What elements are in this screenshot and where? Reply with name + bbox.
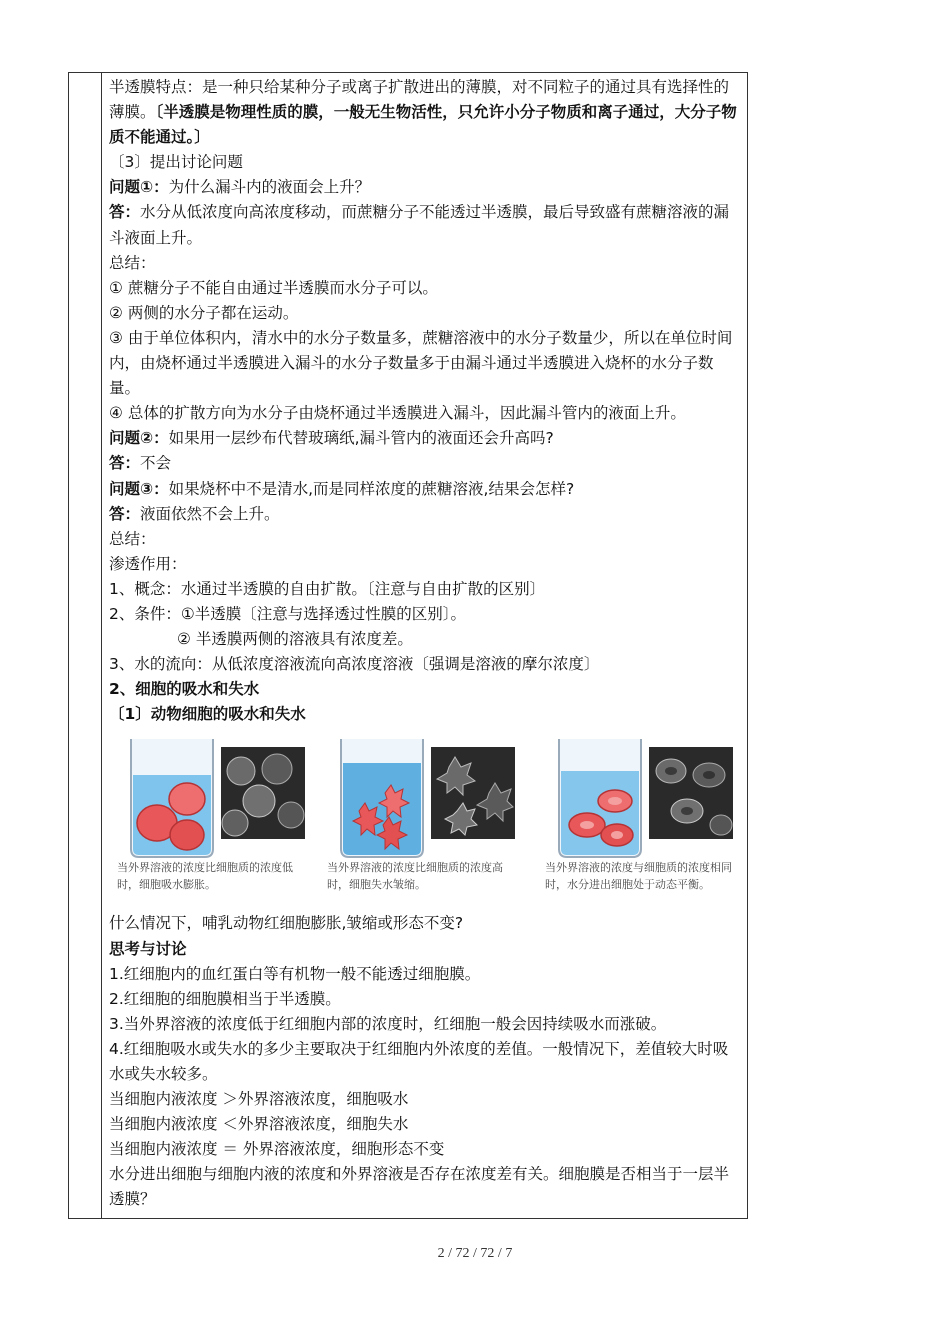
figure-panel-shrinking	[319, 731, 519, 909]
answer-2	[109, 451, 741, 476]
answer-2-text: 不会	[140, 454, 172, 473]
content-cell	[109, 75, 741, 1213]
summary-item: ① 蔗糖分子不能自由通过半透膜而水分子可以。	[109, 278, 438, 297]
figure-panel-equilibrium	[537, 731, 737, 909]
answer-1-text: 水分从低浓度向高浓度移动，而蔗糖分子不能透过半透膜，最后导致盛有蔗糖溶液的漏斗液面上升。	[109, 203, 730, 247]
summary-item: ③ 由于单位体积内，清水中的水分子数量多，蔗糖溶液中的水分子数量少，所以在单位时间内，由烧杯通过半透膜进入漏斗的水分子数量多于由漏斗通过半透膜进入烧杯的水分子数量。	[109, 328, 733, 398]
osmosis-item: 3、水的流向：从低浓度溶液流向高浓度溶液〔强调是溶液的摩尔浓度〕	[109, 655, 600, 674]
semi-permeable-paragraph	[109, 75, 741, 150]
answer-1	[109, 200, 741, 250]
rbc-question: 什么情况下，哺乳动物红细胞膨胀,皱缩或形态不变?	[109, 914, 464, 933]
question-2-label: 问题②：	[109, 429, 169, 448]
compare-item: 当细胞内液浓度 ＜外界溶液浓度，细胞失水	[109, 1115, 409, 1134]
osmosis-item: 1、概念：水通过半透膜的自由扩散。〔注意与自由扩散的区别〕	[109, 579, 546, 598]
figure-caption-equilibrium: 当外界溶液的浓度与细胞质的浓度相同时，水分进出细胞处于动态平衡。	[545, 861, 732, 892]
answer-2-label: 答：	[109, 454, 141, 473]
think-heading: 思考与讨论	[109, 939, 187, 958]
figure-caption-shrinking: 当外界溶液的浓度比细胞质的浓度高时，细胞失水皱缩。	[327, 861, 503, 892]
discussion-heading: 〔3〕提出讨论问题	[109, 153, 243, 172]
closing-text: 水分进出细胞与细胞内液的浓度和外界溶液是否存在浓度差有关。细胞膜是否相当于一层半透膜？	[109, 1165, 730, 1209]
question-1	[109, 175, 741, 200]
question-2-text: 如果用一层纱布代替玻璃纸,漏斗管内的液面还会升高吗?	[168, 429, 554, 448]
summary-label: 总结：	[109, 253, 156, 272]
section-2-heading: 2、细胞的吸水和失水	[109, 680, 260, 699]
think-item: 4.红细胞吸水或失水的多少主要取决于红细胞内外浓度的差值。一般情况下，差值较大时吸水或失水较多。	[109, 1039, 729, 1083]
summary-item: ④ 总体的扩散方向为水分子由烧杯通过半透膜进入漏斗，因此漏斗管内的液面上升。	[109, 404, 686, 423]
summary-item: ② 两侧的水分子都在运动。	[109, 303, 299, 322]
figure-caption-swelling: 当外界溶液的浓度比细胞质的浓度低时，细胞吸水膨胀。	[117, 861, 293, 892]
compare-item: 当细胞内液浓度 ＝ 外界溶液浓度，细胞形态不变	[109, 1140, 445, 1159]
subsection-1-heading: 〔1〕动物细胞的吸水和失水	[109, 705, 306, 724]
question-2	[109, 426, 741, 451]
question-3-label: 问题③：	[109, 479, 169, 498]
beaker-shrinking-illustration	[319, 731, 519, 861]
answer-3	[109, 502, 741, 527]
figure-panel-swelling	[109, 731, 309, 909]
answer-3-label: 答：	[109, 504, 141, 523]
semi-permeable-intro: 半透膜特点：是一种只给某种分子或离子扩散进出的薄膜，对不同粒子的通过具有选择性的薄膜。	[109, 78, 730, 122]
compare-item: 当细胞内液浓度 ＞外界溶液浓度，细胞吸水	[109, 1090, 409, 1109]
semi-permeable-note: 〔半透膜是物理性质的膜，一般无生物活性，只允许小分子物质和离子通过，大分子物质不能通过。〕	[109, 103, 737, 147]
question-3-text: 如果烧杯中不是清水,而是同样浓度的蔗糖溶液,结果会怎样?	[168, 479, 575, 498]
osmosis-item: ② 半透膜两侧的溶液具有浓度差。	[177, 630, 413, 649]
answer-1-label: 答：	[109, 203, 141, 222]
question-3	[109, 477, 741, 502]
think-item: 2.红细胞的细胞膜相当于半透膜。	[109, 989, 341, 1008]
page-number: 2 / 72 / 72 / 7	[437, 1246, 513, 1261]
content-table	[68, 72, 748, 1219]
question-1-text: 为什么漏斗内的液面会上升？	[168, 178, 371, 197]
beaker-swelling-illustration	[109, 731, 309, 861]
think-item: 1.红细胞内的血红蛋白等有机物一般不能透过细胞膜。	[109, 964, 481, 983]
osmosis-item: 2、条件：①半透膜〔注意与选择透过性膜的区别〕。	[109, 604, 467, 623]
red-blood-cell-figure	[109, 731, 739, 909]
left-column-divider	[101, 73, 102, 1218]
think-item: 3.当外界溶液的浓度低于红细胞内部的浓度时，红细胞一般会因持续吸水而涨破。	[109, 1014, 667, 1033]
answer-3-text: 液面依然不会上升。	[140, 504, 280, 523]
summary-2-label: 总结：	[109, 529, 156, 548]
osmosis-label: 渗透作用：	[109, 554, 187, 573]
beaker-equilibrium-illustration	[537, 731, 737, 861]
question-1-label: 问题①：	[109, 178, 169, 197]
